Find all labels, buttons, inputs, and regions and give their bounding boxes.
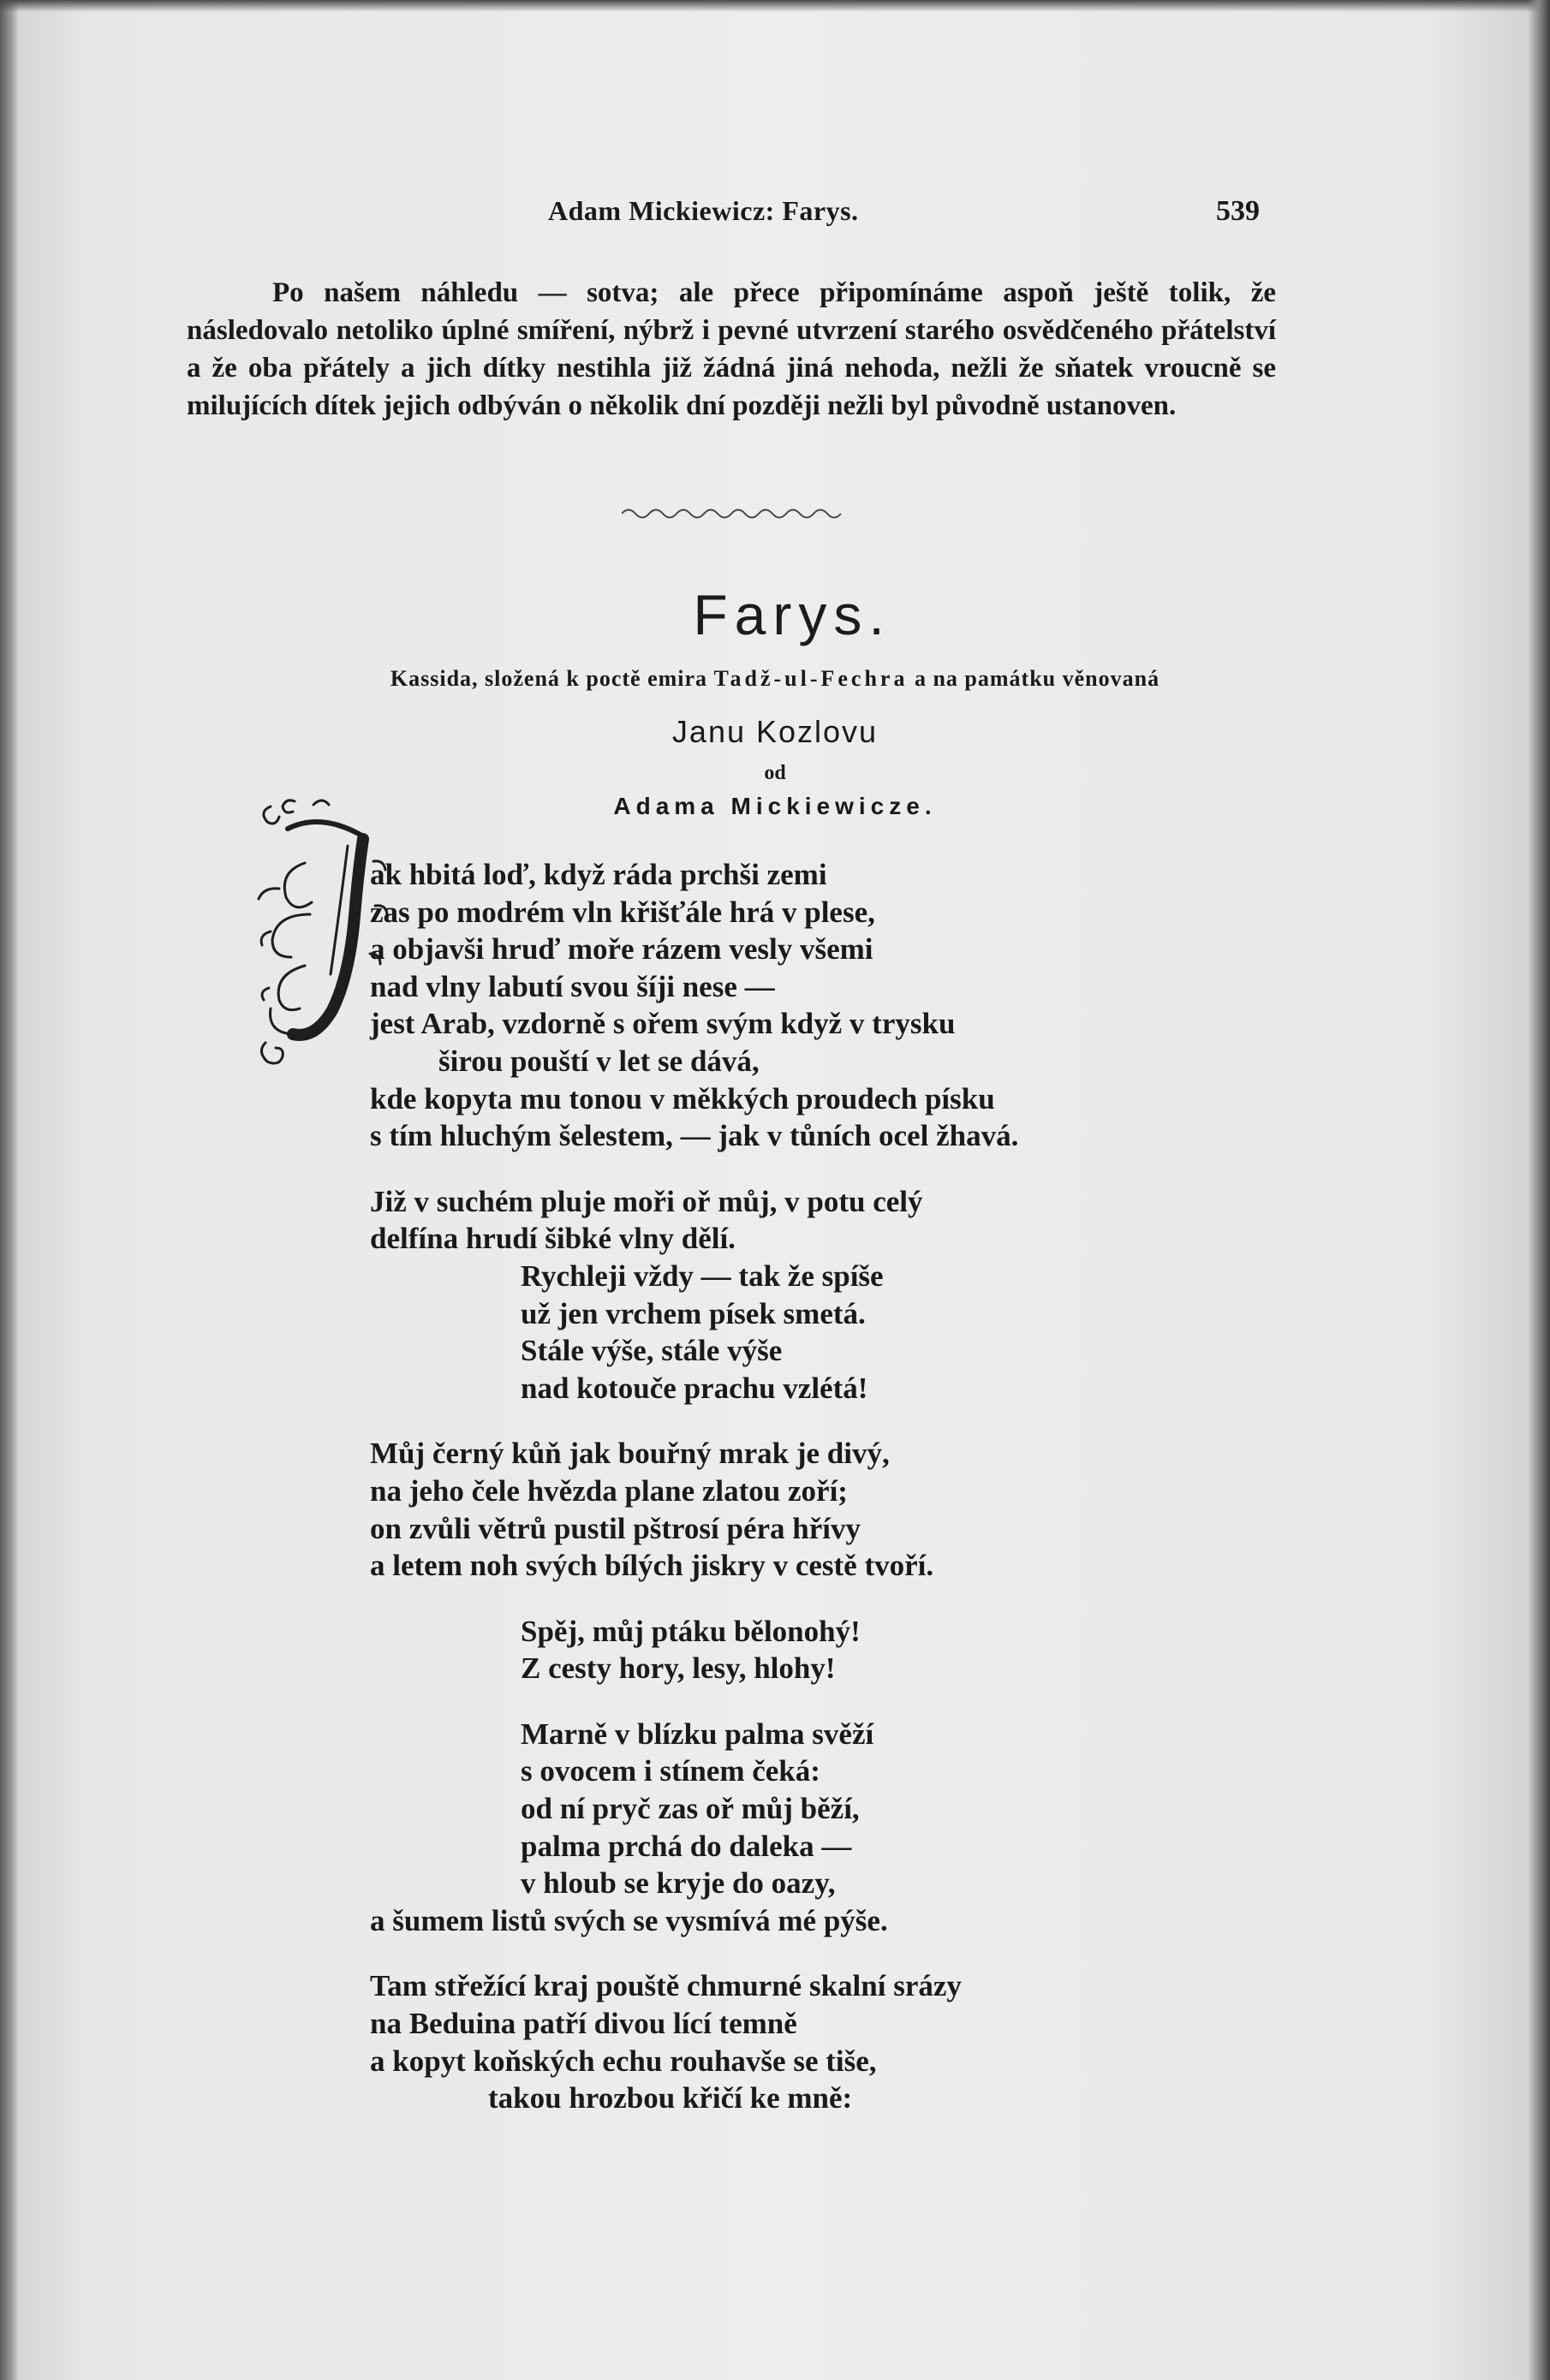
poem-author: Adama Mickiewicze. xyxy=(613,793,937,819)
intro-paragraph: Po našem náhledu — sotva; ale přece připomínáme aspoň ještě tolik, že následovalo netoliko úplné smíření, nýbrž i pevné utvrzení starého osvědčeného přátelství a že oba přátely a jich dítky nestihla již žádná jiná nehoda, nežli že sňatek vroucně se milujících dítek jejich odbýván o několik dní později nežli byl původně ustanoven. xyxy=(187,277,1276,421)
dedicatee: Janu Kozlovu xyxy=(671,714,879,749)
poem-line: delfína hrudí šibké vlny dělí. xyxy=(370,1222,736,1256)
stanza-gap xyxy=(370,1407,1226,1435)
poem-line: už jen vrchem písek smetá. xyxy=(521,1296,866,1330)
stanza-gap xyxy=(370,1687,1226,1716)
running-head: Adam Mickiewicz: Farys. xyxy=(548,195,859,226)
poem-line: Spěj, můj ptáku bělonohý! xyxy=(521,1614,861,1648)
poem-line: palma prchá do daleka — xyxy=(521,1829,852,1863)
poem-line: širou pouští v let se dává, xyxy=(438,1044,760,1078)
subtitle-name: Tadž-ul-Fechra xyxy=(713,666,909,691)
page-number: 539 xyxy=(1216,195,1260,227)
poem-line: zas po modrém vln křišťále hrá v plese, xyxy=(370,895,875,929)
poem-subtitle xyxy=(0,666,1550,692)
scan-shadow-top xyxy=(0,0,1550,12)
stanza-gap xyxy=(370,1585,1226,1613)
poem-line: Stále výše, stále výše xyxy=(521,1334,783,1368)
poem-line: Tam střežící kraj pouště chmurné skalní srázy xyxy=(370,1969,962,2003)
poem-line: on zvůli větrů pustil pštrosí péra hřívy xyxy=(370,1511,861,1545)
poem-line: ak hbitá loď, když ráda prchši zemi xyxy=(370,858,827,891)
poem-line: nad vlny labutí svou šíji nese — xyxy=(370,969,775,1003)
poem-line: Již v suchém pluje moři oř můj, v potu celý xyxy=(370,1184,923,1218)
poem-body xyxy=(370,856,1226,2117)
poem-line: a šumem listů svých se vysmívá mé pýše. xyxy=(370,1903,888,1937)
poem-line: na jeho čele hvězda plane zlatou zoří; xyxy=(370,1473,848,1508)
subtitle-prefix: Kassida, složená k poctě emira xyxy=(390,666,708,691)
poem-line: takou hrozbou křičí ke mně: xyxy=(488,2081,853,2115)
poem-line: s tím hluchým šelestem, — jak v tůních ocel žhavá. xyxy=(370,1119,1019,1153)
poem-line: a objavši hruď moře rázem vesly všemi xyxy=(370,932,873,967)
poem-line: Z cesty hory, lesy, hlohy! xyxy=(521,1651,836,1686)
poem-line: na Beduina patří divou lící temně xyxy=(370,2007,797,2041)
poem-line: kde kopyta mu tonou v měkkých proudech písku xyxy=(370,1081,995,1116)
poem-line: Rychleji vždy — tak že spíše xyxy=(521,1258,884,1293)
poem-line: jest Arab, vzdorně s ořem svým když v trysku xyxy=(370,1007,956,1041)
poem-line: s ovocem i stínem čeká: xyxy=(521,1754,820,1788)
stanza-gap xyxy=(370,1939,1226,1967)
wavy-divider-ornament xyxy=(622,503,844,524)
poem-line: a kopyt koňských echu rouhavše se tiše, xyxy=(370,2044,877,2078)
poem-line: a letem noh svých bílých jiskry v cestě tvoří. xyxy=(370,1549,934,1583)
intro-paragraph-block xyxy=(187,274,1276,425)
poem-line: v hloub se kryje do oazy, xyxy=(521,1866,836,1901)
subtitle-suffix: a na památku věnovaná xyxy=(914,666,1160,691)
poem-line: od ní pryč zas oř můj běží, xyxy=(521,1792,860,1826)
poem-title: Farys. xyxy=(693,583,891,646)
stanza-gap xyxy=(370,1155,1226,1183)
poem-line: nad kotouče prachu vzlétá! xyxy=(521,1371,868,1405)
scan-shadow-right xyxy=(1528,0,1550,2380)
scan-shadow-left xyxy=(0,0,19,2380)
poem-line: Marně v blízku palma svěží xyxy=(521,1717,874,1751)
poem-line: Můj černý kůň jak bouřný mrak je divý, xyxy=(370,1437,890,1471)
by-word: od xyxy=(764,762,786,784)
